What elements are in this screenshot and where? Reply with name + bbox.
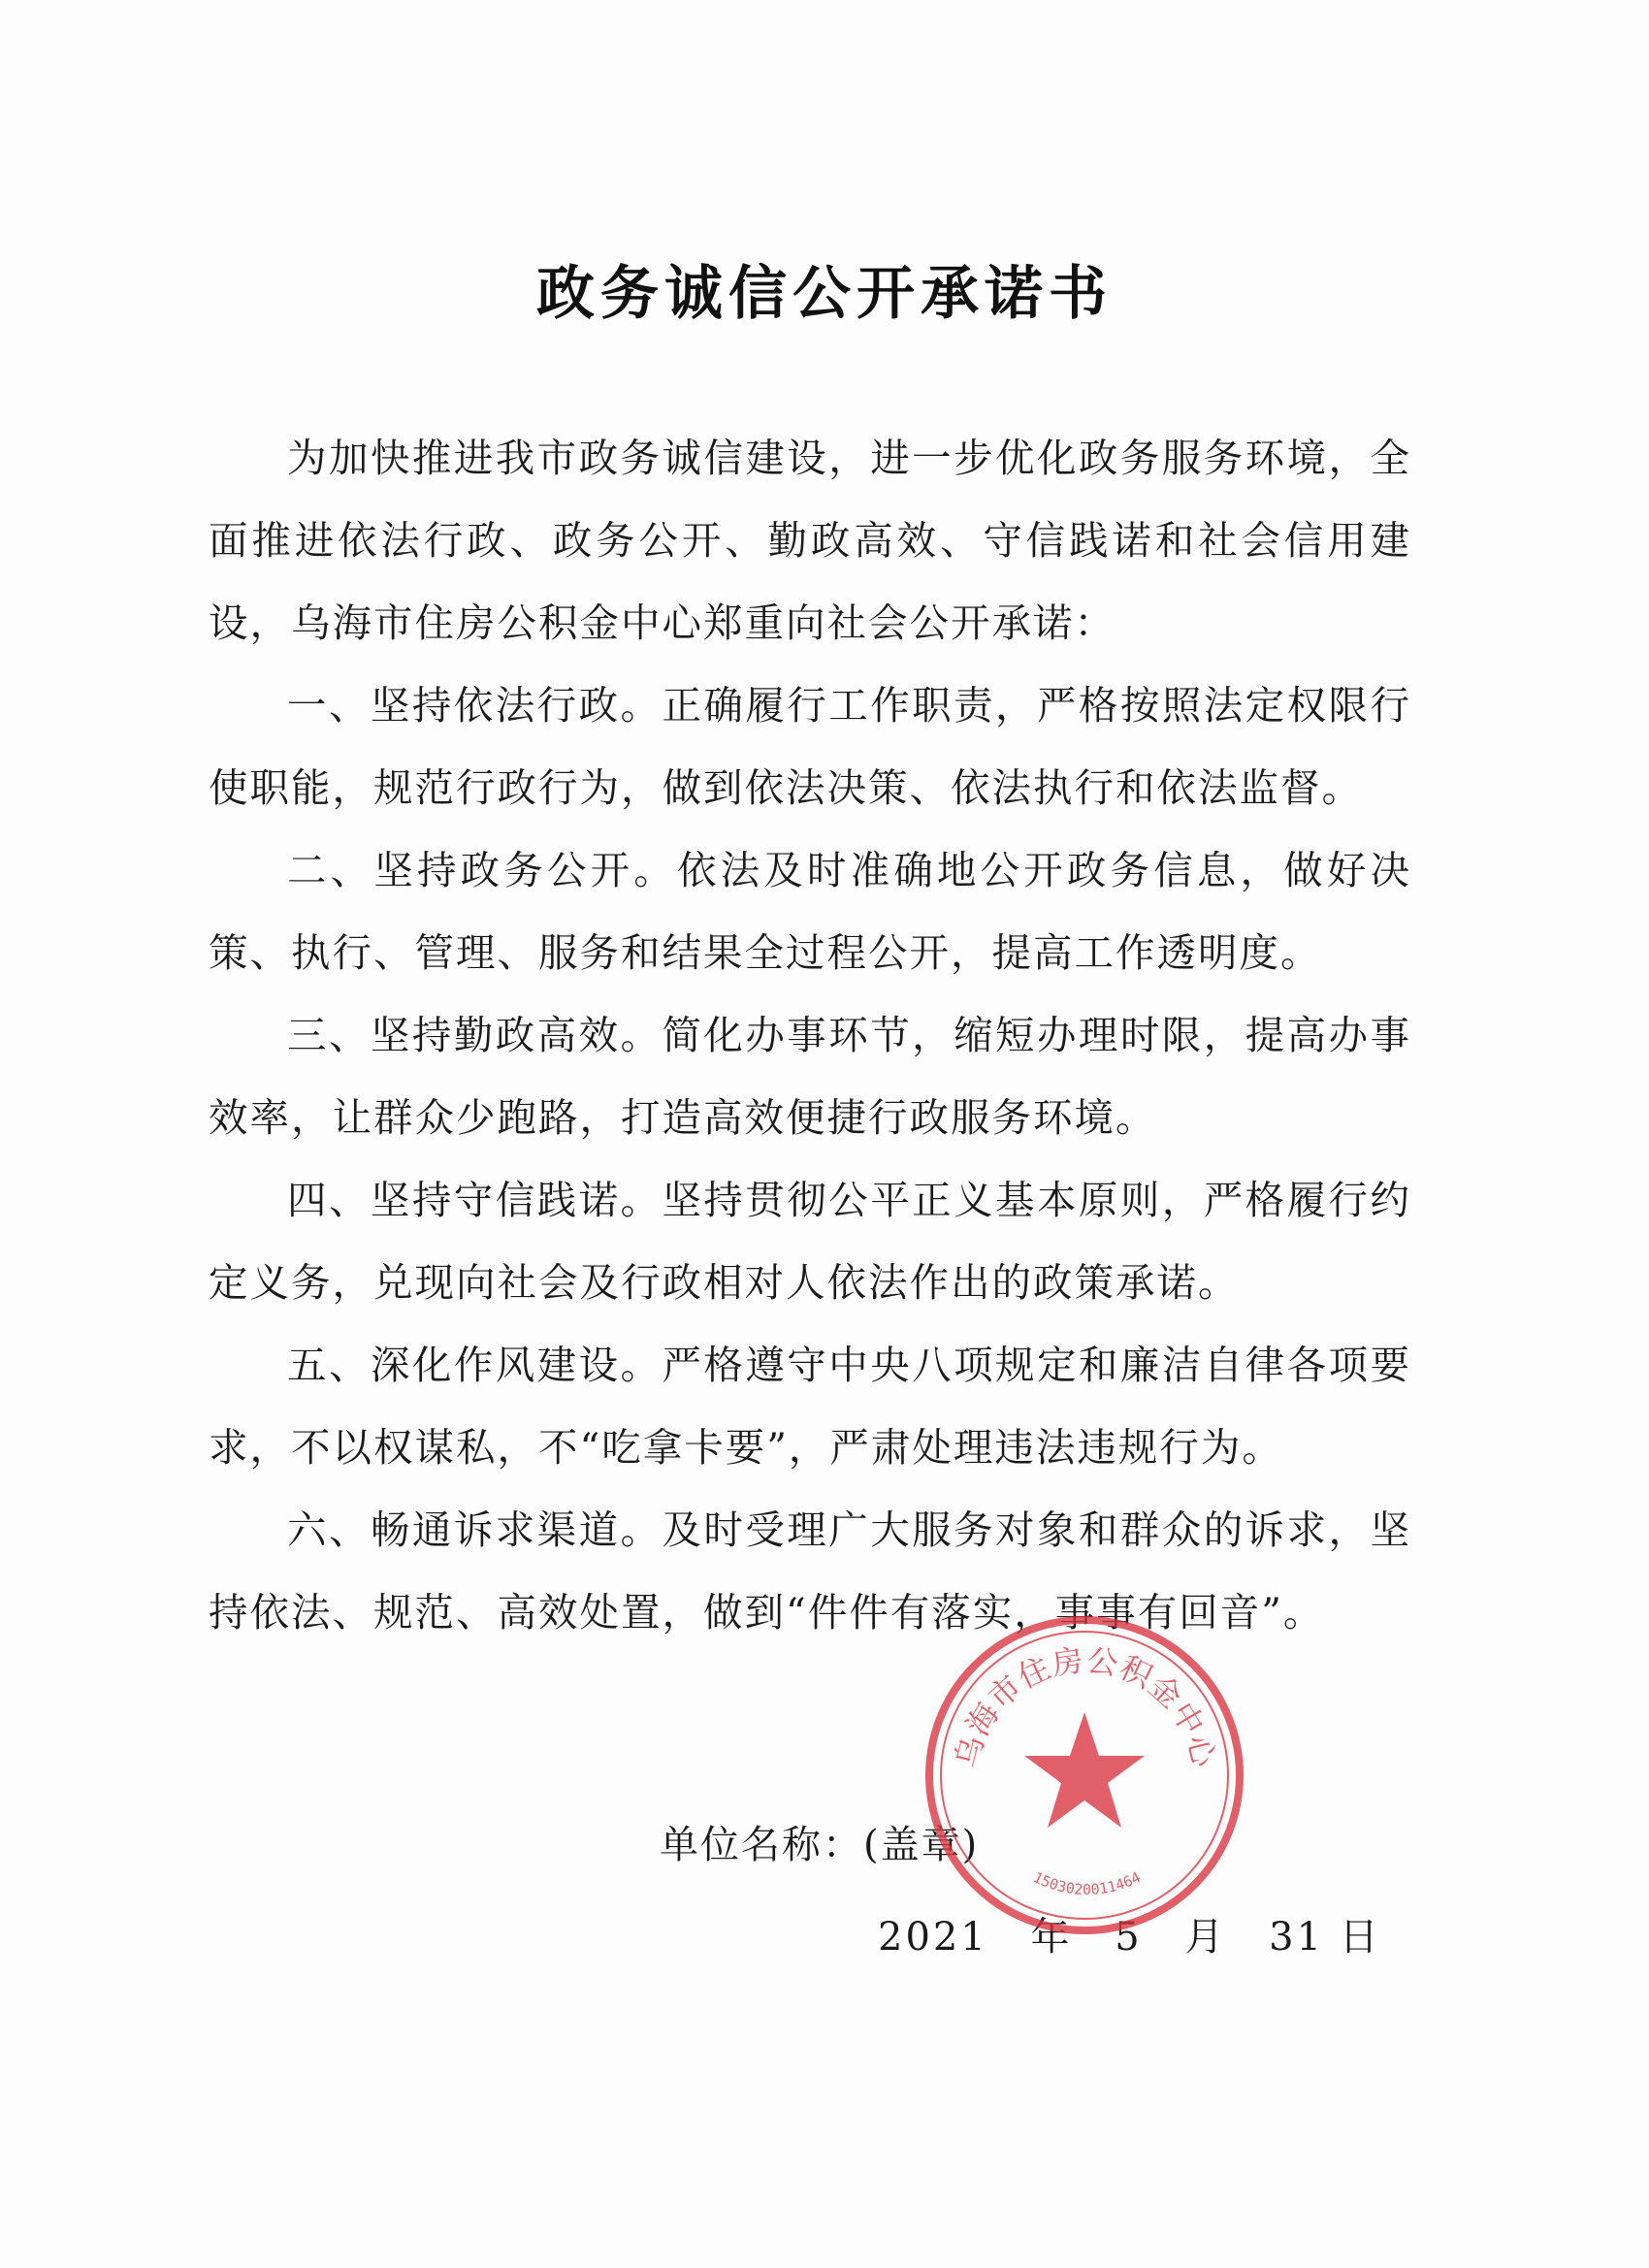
seal-star-icon [1024,1712,1145,1828]
paragraph-item-4: 四、坚持守信践诺。坚持贯彻公平正义基本原则，严格履行约定义务，兑现向社会及行政相对人依法作出的政策承诺。 [209,1177,1411,1306]
paragraph-item-1: 一、坚持依法行政。正确履行工作职责，严格按照法定权限行使职能，规范行政行为，做到依法决策、依法执行和依法监督。 [209,682,1411,811]
signature-label: 单位名称：(盖章) [660,1823,980,1867]
document-body [209,417,1411,1654]
paragraph-item-2: 二、坚持政务公开。依法及时准确地公开政务信息，做好决策、执行、管理、服务和结果全过程公开，提高工作透明度。 [209,847,1411,976]
paragraph-item-3: 三、坚持勤政高效。简化办事环节，缩短办理时限，提高办事效率，让群众少跑路，打造高效便捷行政服务环境。 [209,1012,1411,1141]
paragraph-item-6: 六、畅通诉求渠道。及时受理广大服务对象和群众的诉求，坚持依法、规范、高效处置，做到“件件有落实，事事有回音”。 [209,1507,1411,1636]
seal-org-name: 乌海市住房公积金中心 [948,1641,1223,1772]
seal-code: 1503020011464 [1030,1868,1144,1898]
paragraph-intro: 为加快推进我市政务诚信建设，进一步优化政务服务环境，全面推进依法行政、政务公开、勤政高效、守信践诺和社会信用建设，乌海市住房公积金中心郑重向社会公开承诺： [209,435,1411,646]
document-title: 政务诚信公开承诺书 [536,260,1113,328]
date-year: 2021 [878,1915,988,1960]
date-year-unit: 年 [1030,1915,1073,1960]
date-month: 5 [1115,1915,1143,1960]
paragraph-item-5: 五、深化作风建设。严格遵守中央八项规定和廉洁自律各项要求，不以权谋私，不“吃拿卡要”，严肃处理违法违规行为。 [209,1342,1411,1471]
date-month-unit: 月 [1184,1915,1227,1960]
official-seal [920,1610,1249,1940]
date-day-unit: 日 [1339,1915,1381,1960]
date-day: 31 [1269,1915,1325,1960]
